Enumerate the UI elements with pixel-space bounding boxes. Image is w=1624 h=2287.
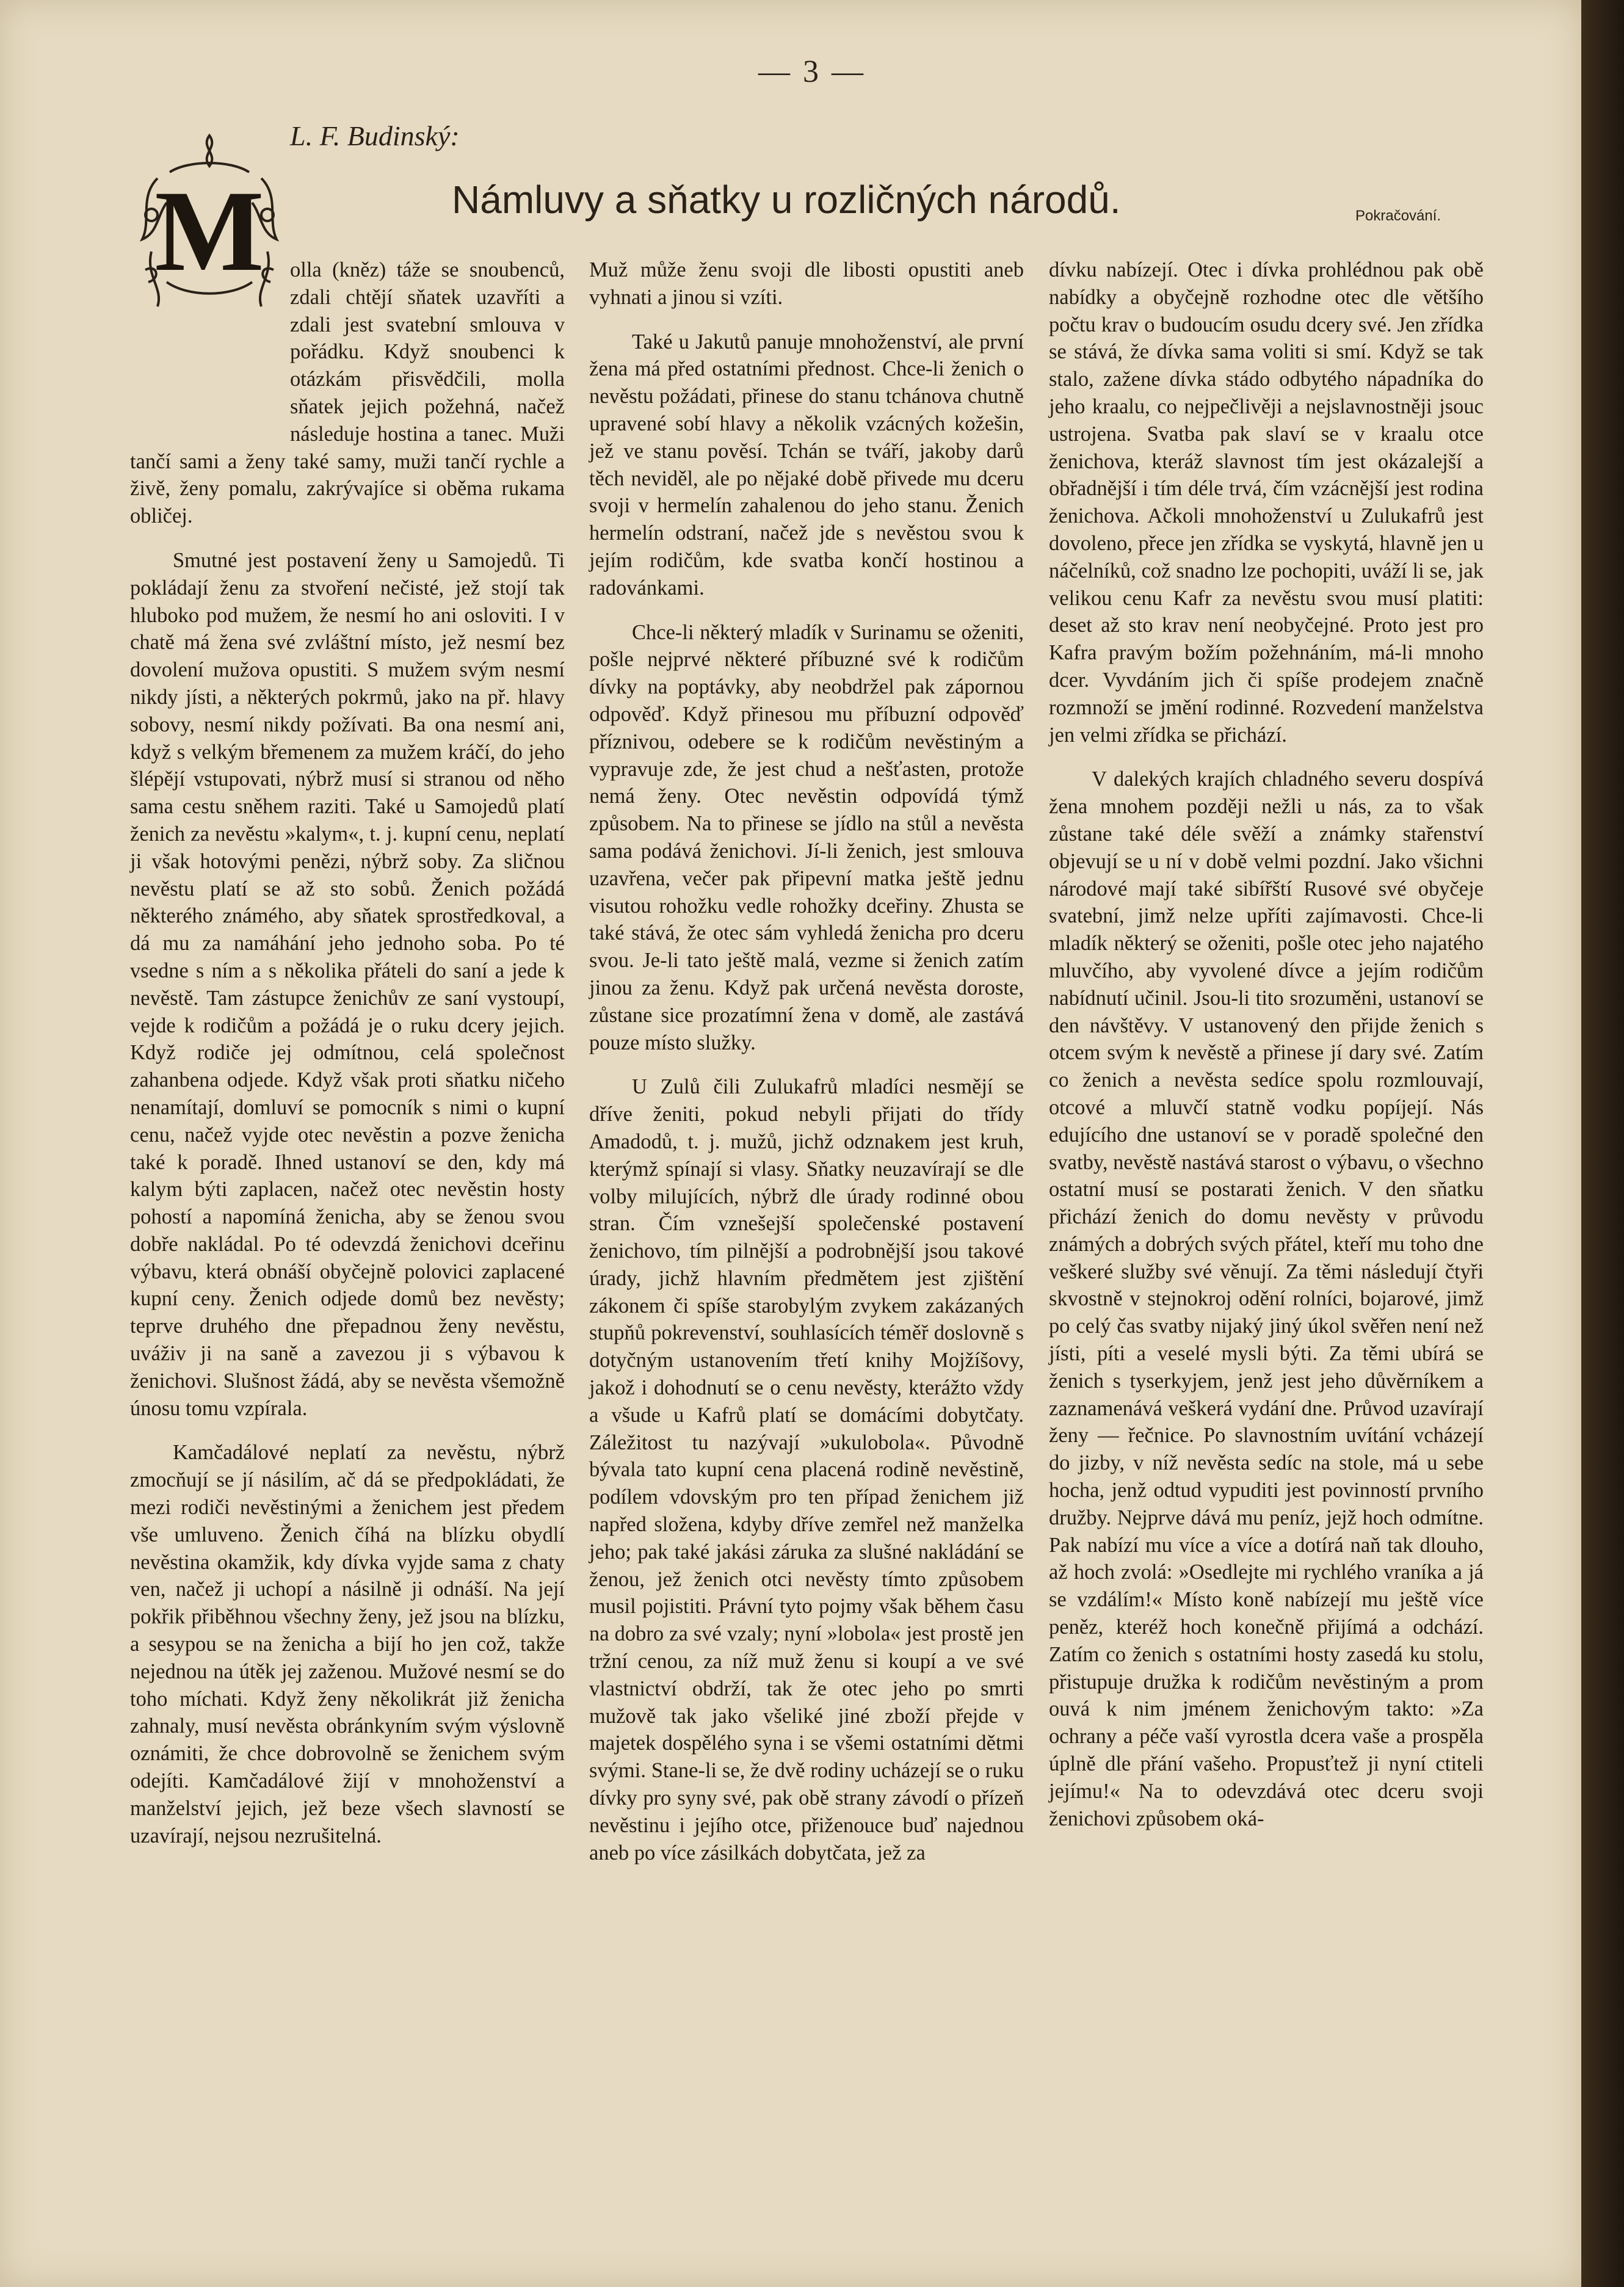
column-1: [130, 256, 565, 1866]
paragraph: Chce-li některý mladík v Surinamu se oženiti, pošle nejprvé některé příbuzné své k rodičům dívky na poptávky, aby neobdržel pak zápornou odpověď. Když přinesou mu příbuzní odpověď příznivou, odebere se k rodičům nevěstiným a vypravuje zde, že jest chud a nešťasten, protože nemá ženy. Otec nevěstin odpovídá týmž způsobem. Na to přinese se jídlo na stůl a nevěsta sama podává ženichovi. Jí-li ženich, jest smlouva uzavřena, večer pak připevní matka ještě jednu visutou rohožku vedle rohožky dceřiny. Zhusta se také stává, že otec sám vyhledá ženicha pro dceru svou. Je-li tato ještě malá, vezme si ženich zatím jinou za ženu. Když pak určená nevěsta doroste, zůstane sice prozatímní žena v domě, ale zastává pouze místo služky.: [589, 620, 1024, 1054]
paragraph: Smutné jest postavení ženy u Samojedů. Ti pokládají ženu za stvoření nečisté, jež stojí tak hluboko pod mužem, že nesmí ho ani osloviti. I v chatě má žena své zvláštní místo, jež nesmí bez dovolení mužova opustiti. S mužem svým nesmí nikdy jísti, a některých pokrmů, jako na př. hlavy sobovy, nesmí nikdy požívati. Ba ona nesmí ani, když s velkým břemenem za mužem kráčí, do jeho šlépějí vstupovati, nýbrž musí si stranou od něho sama cestu sněhem raziti. Také u Samojedů platí ženich za nevěstu »kalym«, t. j. kupní cenu, neplatí ji však hotovými penězi, nýbrž soby. Za sličnou nevěstu platí se až sto sobů. Ženich požádá některého známého, aby sňatek sprostředkoval, a dá mu za namáhání jeho jednoho soba. Po té vsedne s ním a s několika přáteli do saní a jede k nevěstě. Tam zástupce ženichův ze saní vystoupí, vejde k rodičům a požádá je o ruku dcery jejich. Když rodiče jej odmítnou, celá společnost zahanbena odjede. Když však proti sňatku ničeho nenamítají, domluví se pomocník s nimi o kupní cenu, načež vyjde otec nevěstin a pozve ženicha také k poradě. Ihned ustanoví se den, kdy má kalym býti zaplacen, načež otec nevěstin hosty pohostí a napomíná ženicha, aby se ženou svou dobře nakládal. Po té odevzdá ženichovi dceřinu výbavu, která obnáší obyčejně polovici zaplacené kupní ceny. Ženich odjede domů bez nevěsty; teprve druhého dne přepadnou ženy nevěstu, uváživ ji na saně a zavezou ji s výbavou k ženichovi. Slušnost žádá, aby se nevěsta všemožně únosu tomu vzpírala.: [130, 548, 565, 1420]
paragraph: U Zulů čili Zulukafrů mladíci nesmějí se dříve ženiti, pokud nebyli přijati do třídy Amadodů, t. j. mužů, jichž odznakem jest kruh, kterýmž spínají si vlasy. Sňatky neuzavírají se dle volby milujících, nýbrž dle úrady rodinné obou stran. Čím vznešejší společenské postavení ženichovo, tím pilnější a podrobnější jsou takové úrady, jichž hlavním předmětem jest zjištění zákonem či spíše starobylým zvykem zakázaných stupňů pokrevenství, souhlasících téměř doslovně s dotyčným ustanovením třetí knihy Mojžíšovy, jakož i dohodnutí se o cenu nevěsty, kterážto vždy a všude u Kafrů platí se domácími dobytčaty. Záležitost tu nazývají »ukulobola«. Původně bývala tato kupní cena placená rodině nevěstině, podílem vdovským pro ten případ ženichem již napřed složena, kdyby dříve zemřel než manželka jeho; pak také jakási záruka za slušné nakládání se ženou, jež ženich otci nevěsty tímto způsobem musil pojistiti. Právní tyto pojmy však během času na dobro za své vzaly; nyní »lobola« jest prostě jen tržní cenou, za níž muž ženu si koupí a ve své vlastnictví obdrží, tak že otec jeho po smrti mužově tak jako všeliké jiné zboží přejde v majetek dospělého syna i se všemi ostatními dětmi svými. Stane-li se, že dvě rodiny ucházejí se o ruku dívky pro syny své, pak obě strany závodí o přízeň nevěstinu i jejího otce, přiženouce buď najednou aneb po více zásilkách dobytčata, jež za: [589, 1075, 1024, 1865]
page-edge: [1581, 0, 1624, 2287]
dropcap-space: [130, 256, 290, 421]
continued-note: Pokračování.: [1355, 208, 1441, 224]
paragraph: Kamčadálové neplatí za nevěstu, nýbrž zmocňují se jí násilím, ač dá se předpokládati, že mezi rodiči nevěstinými a ženichem jest předem vše umluveno. Ženich číhá na blízku obydlí nevěstina okamžik, kdy dívka vyjde sama z chaty ven, načež ji uchopí a násilně ji odnáší. Na její pokřik přiběhnou všechny ženy, jež jsou na blízku, a sesypou se na ženicha a bijí ho jen což, takže nejednou na útěk jej zaženou. Mužové nesmí se do toho míchati. Když ženy několikrát již ženicha zahnaly, musí nevěsta obránkyním svým výslovně oznámiti, že chce dobrovolně se ženichem svým odejíti. Kamčadálové žijí v mnohoženství a manželství jejich, jež beze všech slavností se uzavírají, nejsou nezrušitelná.: [130, 1441, 565, 1847]
paragraph: dívku nabízejí. Otec i dívka prohlédnou pak obě nabídky a obyčejně rozhodne otec dle většího počtu krav o budoucím osudu dcery své. Jen zřídka se stává, že dívka sama voliti si smí. Když se tak stalo, zažene dívka stádo odbytého nápadníka do jeho kraalu, co nejpečlivěji a nejslavnostněji jsouc ustrojena. Svatba pak slaví se v kraalu otce ženichova, kteráž slavnost tím jest okázalejší a obřadnější i tím déle trvá, čím vzácnější jest rodina ženichova. Ačkoli mnohoženství u Zulukafrů jest dovoleno, přece jen zřídka se vyskytá, hlavně jen u náčelníků, což snadno lze pochopiti, uváží li se, jak velikou cenu Kafr za nevěstu svou musí platiti: deset až sto krav není neobyčejné. Proto jest pro Kafra pravým božím požehnáním, má-li mnoho dcer. Vyvdáním jich či spíše prodejem značně rozmnoží se jmění rodinné. Rozvedení manželstva jen velmi zřídka se přichází.: [1049, 258, 1484, 747]
page-number: — 3 —: [758, 54, 866, 89]
paragraph: Také u Jakutů panuje mnohoženství, ale první žena má před ostatními přednost. Chce-li ženich o nevěstu požádati, přinese do stanu tchánova chutně upravené sobí hlavy a několik vzácných kožešin, jež ve stanu pověsí. Tchán se tváří, jakoby darů těch neviděl, ale po nějaké době přivede mu dceru svoji v hermelín zahalenou do jeho stanu. Ženich hermelín odstraní, načež jde s nevěstou svou k jejím rodičům, kde svatba končí hostinou a radovánkami.: [589, 330, 1024, 600]
dropcap-letter: M: [154, 167, 264, 295]
column-3: [1049, 256, 1484, 1849]
paragraph: Muž může ženu svoji dle libosti opustiti aneb vyhnati a jinou si vzíti.: [589, 258, 1024, 309]
article-title: Námluvy a sňatky u rozličných národů.: [452, 178, 1121, 222]
paragraph: V dalekých krajích chladného severu dospívá žena mnohem později nežli u nás, za to však zůstane také déle svěží a známky stařenství objevují se u ní v době velmi pozdní. Jako všichni národové mají také sibířští Rusové své obyčeje svatební, jimž nelze upříti zajímavosti. Chce-li mladík některý se oženiti, pošle otec jeho najatého mluvčího, aby vyvolené dívce a jejím rodičům nabídnutí učinil. Jsou-li tito srozuměni, ustanoví se den návštěvy. V ustanovený den přijde ženich s otcem svým k nevěstě a přinese jí dary své. Zatím co ženich a nevěsta sedíce spolu rozmlouvají, otcové a mluvčí statně vodku popíjejí. Nás edujícího dne ustanoví se v poradě společné den svatby, nevěstě nastává starost o výbavu, o všechno ostatní musí se postarati ženich. V den sňatku přichází ženich do domu nevěsty v průvodu známých a dobrých svých přátel, kteří mu toho dne veškeré služby své věnují. Za těmi následují čtyři skvostně v stejnokroj odění rolníci, bojarové, jimž po celý čas svatby nijaký jiný úkol svěřen není než jísti, píti a veselé mysli býti. Za těmi ubírá se ženich s tyserkyjem, jenž jest jeho důvěrníkem a zaznamenává veškerá vydání dne. Průvod uzavírají ženy — řečnice. Po slavnostním uvítání vcházejí do jizby, v níž nevěsta sedíc na stole, má u sebe hocha, jenž odtud vypuditi jest povinností prvního družby. Nejprve dává mu peníz, jejž hoch odmítne. Pak nabízí mu více a více a dotírá naň tak dlouho, až hoch zvolá: »Osedlejte mi rychlého vraníka a já se vzdálím!« Místo koně nabízejí mu ještě více peněz, kteréž hoch konečně přijímá a odchází. Zatím co ženich s ostatními hosty zasedá ku stolu, přistupuje družka k rodičům nevěstiným a prom ouvá k nim jménem ženichovým takto: »Za ochrany a péče vaší vyrostla dcera vaše a prospěla úplně dle přání vašeho. Propusťtež ji nyní ctiteli jejímu!« Na to odevzdává otec dceru svoji ženichovi způsobem oká-: [1049, 767, 1484, 1830]
paragraph: olla (kněz) táže se snoubenců, zdali chtějí sňatek uzavříti a zdali jest svatební smlouva v pořádku. Když snoubenci k otázkám přisvědčili, molla sňatek jejich požehná, načež následuje hostina a tanec. Muži tančí sami a ženy také samy, muži tančí rychle a živě, ženy pomalu, zakrývajíce si oběma rukama obličej.: [130, 258, 565, 528]
author-name: L. F. Budinský:: [290, 120, 460, 151]
column-2: [589, 256, 1024, 1883]
